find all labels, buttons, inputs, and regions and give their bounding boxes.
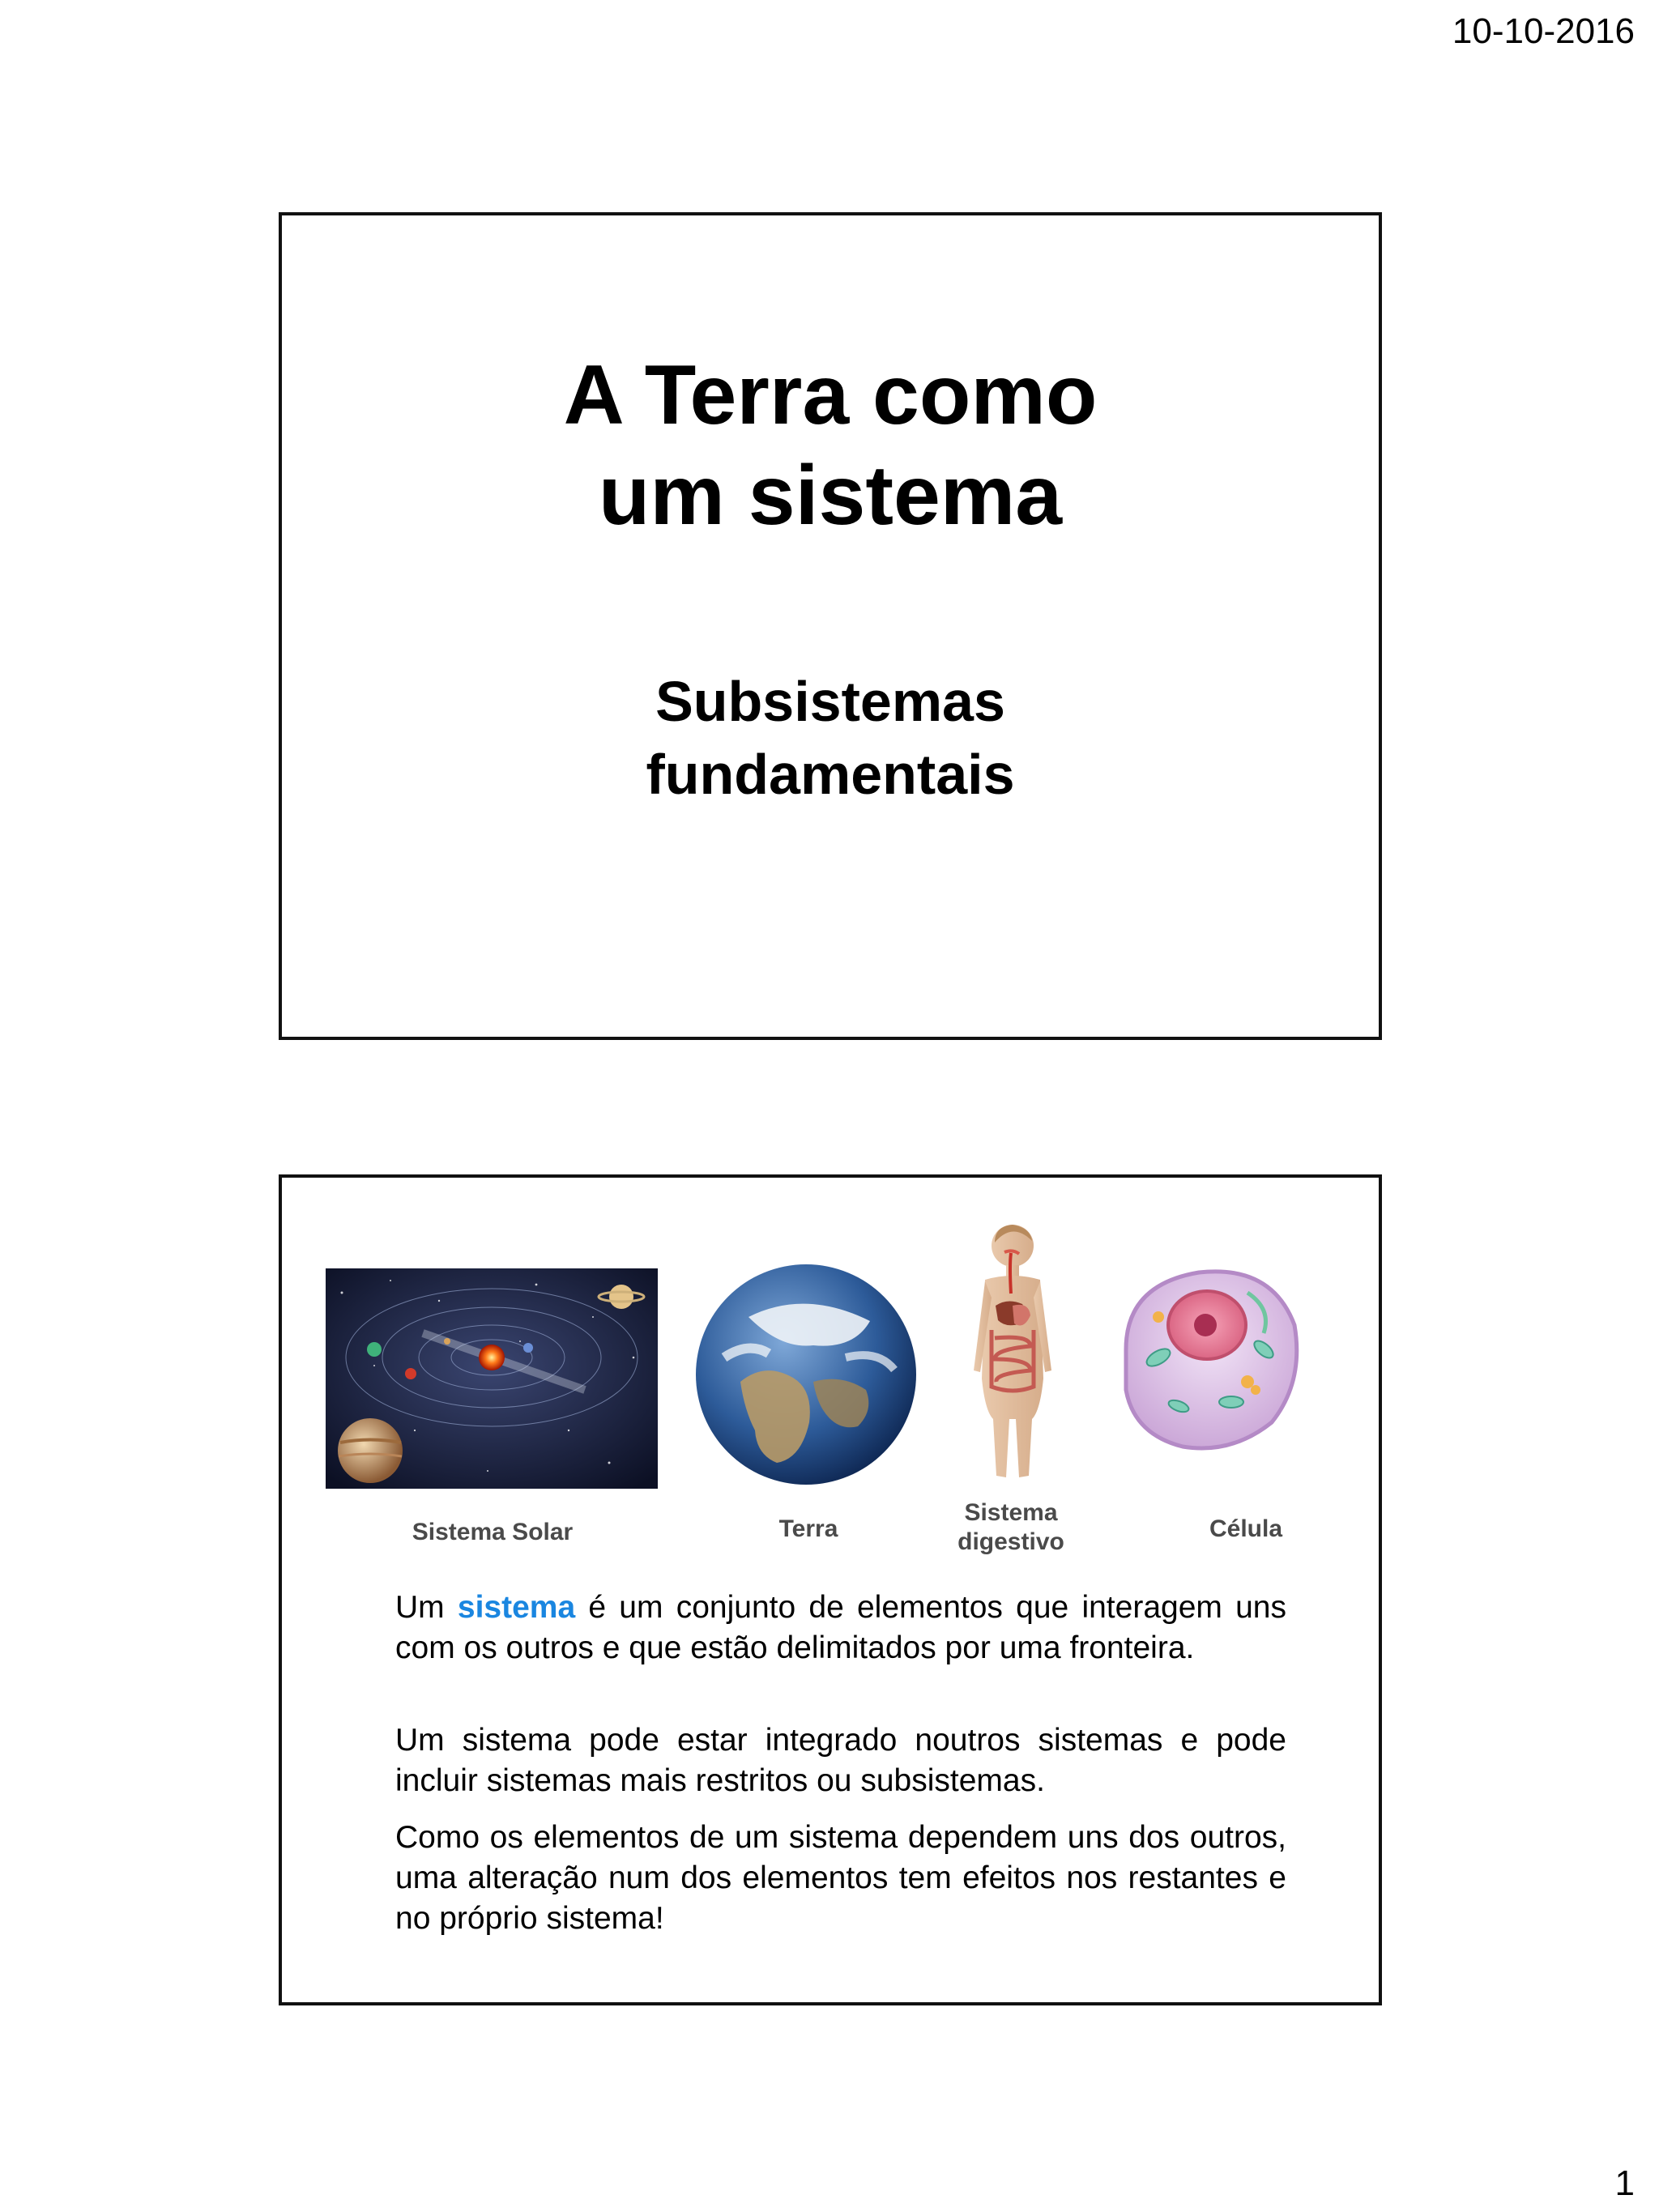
earth-image [692, 1260, 920, 1489]
slide-subtitle [282, 665, 1379, 811]
digestive-system-image [959, 1217, 1066, 1489]
caption-digestive-line-2: digestivo [957, 1528, 1064, 1555]
date: 10-10-2016 [1452, 11, 1635, 51]
paragraph-integration: Um sistema pode estar integrado noutros sistemas e pode incluir sistemas mais restritos ou subsistemas. [395, 1723, 1286, 1798]
subtitle-line-2: fundamentais [646, 743, 1015, 806]
caption-cell: Célula [1209, 1515, 1283, 1542]
paragraph-definition-rest: é um conjunto de elementos que interagem uns com os outros e que estão delimitados por uma fronteira. [395, 1590, 1286, 1665]
keyword-sistema: sistema [457, 1590, 576, 1625]
title-line-2: um sistema [598, 449, 1063, 543]
title-slide [279, 212, 1382, 1040]
paragraph-dependence: Como os elementos de um sistema dependem uns dos outros, uma alteração num dos elementos tem efeitos nos restantes e no próprio sistema! [395, 1820, 1286, 1936]
caption-digestive-line-1: Sistema [964, 1499, 1058, 1526]
paragraph-definition-prefix: Um [395, 1590, 458, 1625]
caption-solar-system: Sistema Solar [412, 1519, 574, 1545]
slide-title [282, 345, 1379, 546]
paragraph-definition [395, 1588, 1286, 1669]
subtitle-line-1: Subsistemas [655, 670, 1005, 733]
title-line-1: A Terra como [563, 348, 1098, 442]
page-number: 1 [1614, 2163, 1635, 2203]
cell-image [1110, 1260, 1307, 1456]
caption-digestive-system [930, 1498, 1092, 1557]
solar-system-image [326, 1268, 658, 1489]
caption-earth: Terra [778, 1515, 838, 1542]
system-definition-slide [279, 1174, 1382, 2005]
